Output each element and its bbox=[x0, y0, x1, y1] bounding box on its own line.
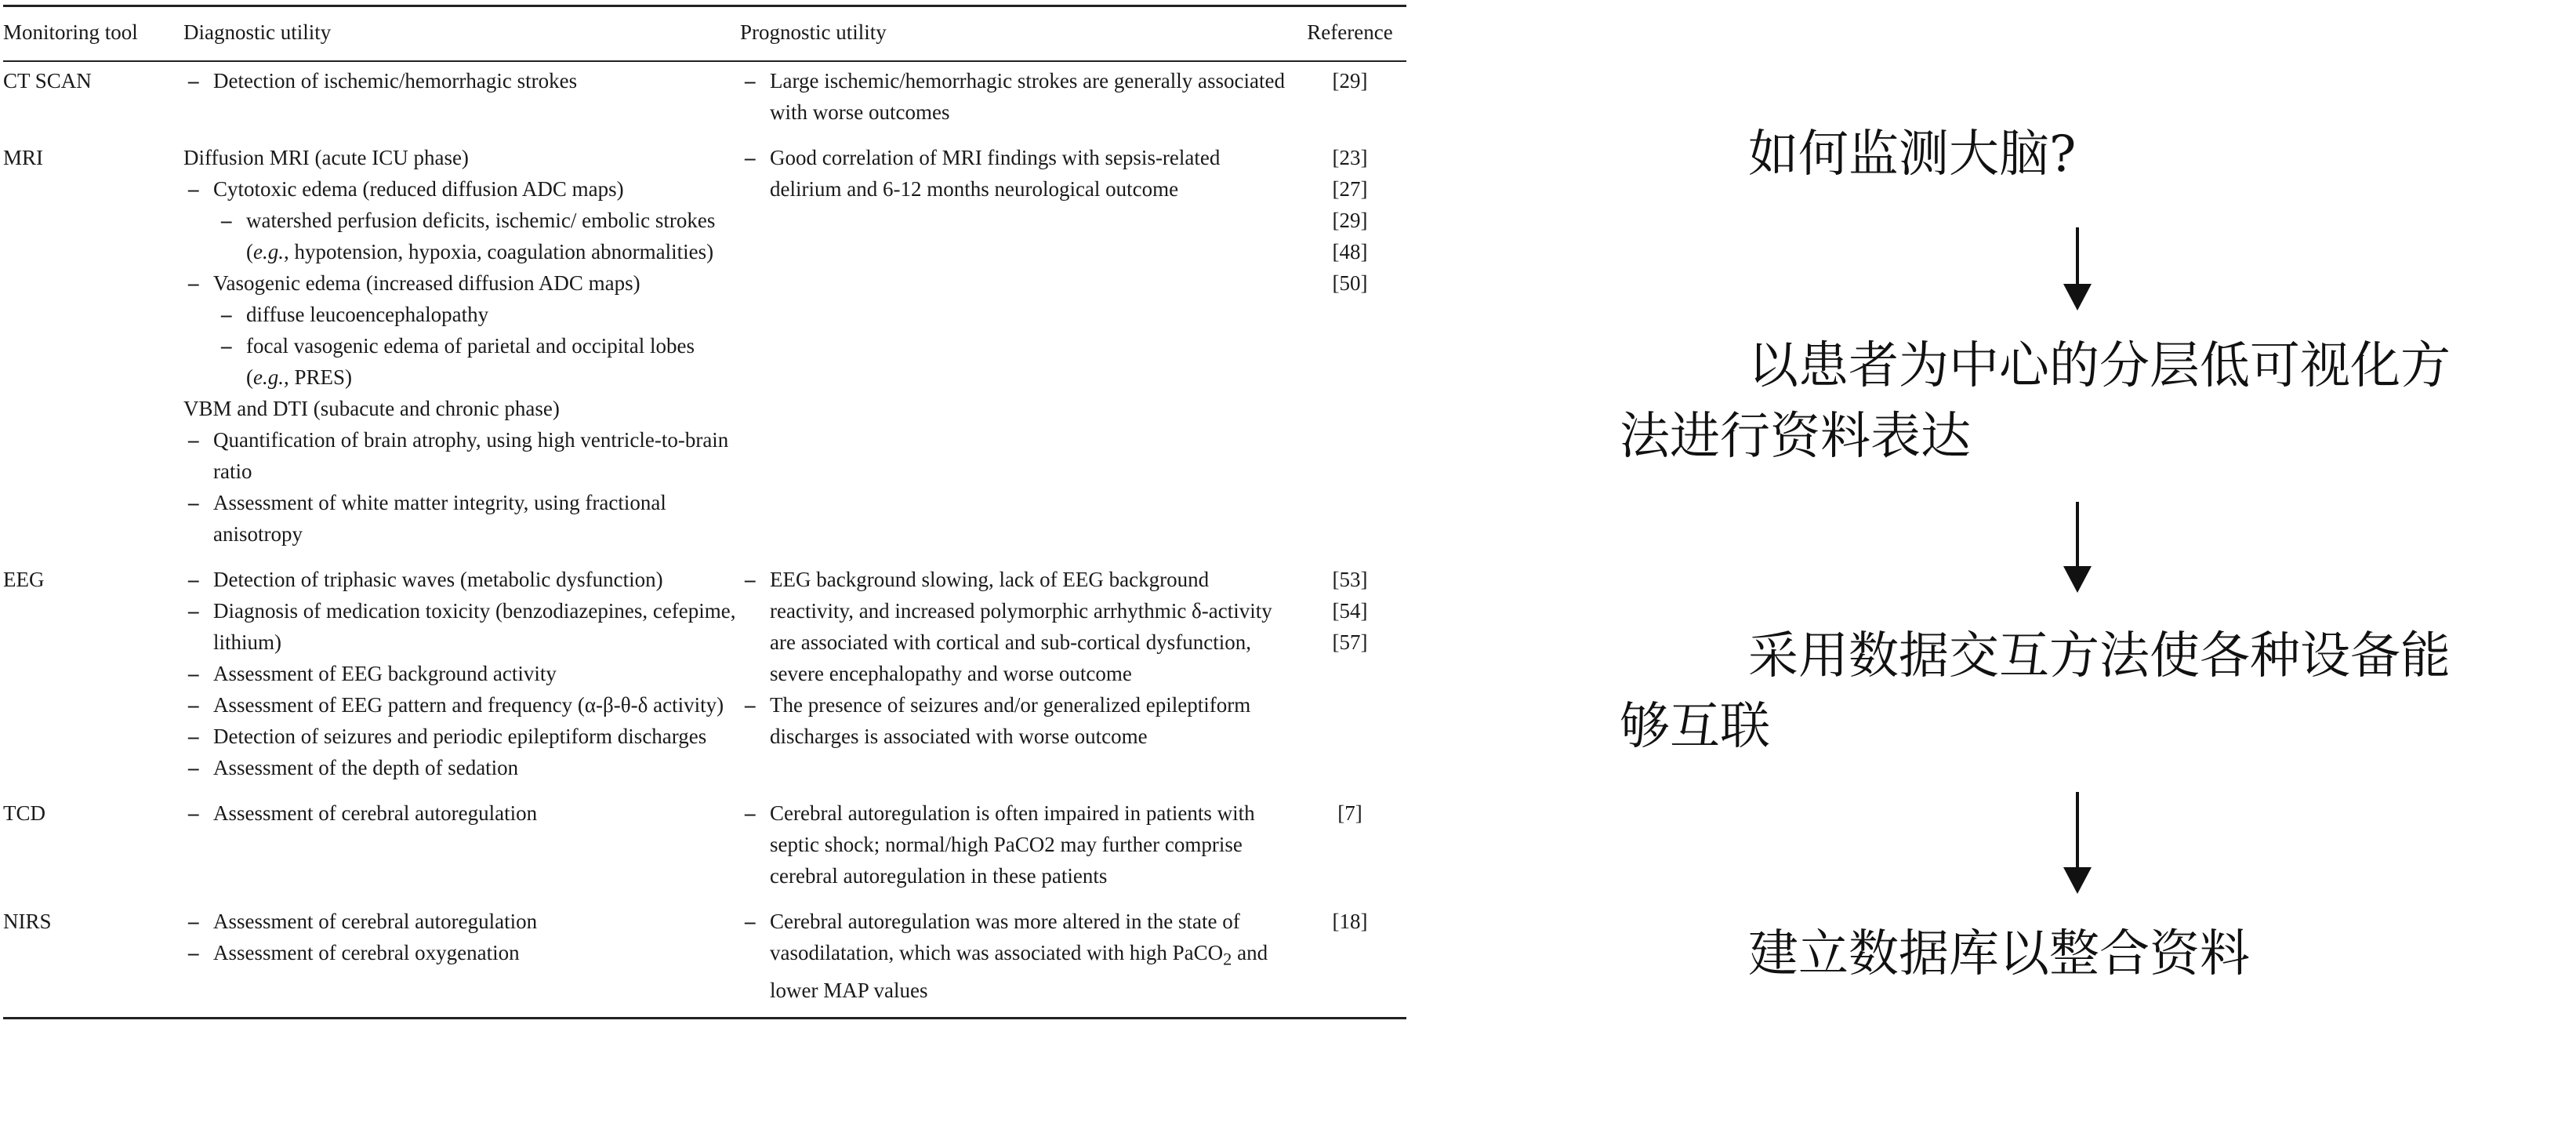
table-row-nirs bbox=[3, 902, 1406, 1017]
reference: [27] bbox=[1332, 177, 1368, 201]
flowchart bbox=[1615, 0, 2576, 1144]
tool-cell: TCD bbox=[3, 801, 45, 825]
reference-cell bbox=[1293, 902, 1406, 1017]
list-item: – Diagnosis of medication toxicity (benzodiazepines, cefepime, lithium) bbox=[183, 595, 740, 658]
list-item: – Assessment of the depth of sedation bbox=[183, 752, 740, 783]
tool-cell: CT SCAN bbox=[3, 69, 92, 93]
subheading: Diffusion MRI (acute ICU phase) bbox=[183, 146, 469, 169]
prognostic-cell bbox=[740, 139, 1293, 561]
list-item: – Assessment of EEG background activity bbox=[183, 658, 740, 689]
reference-cell bbox=[1293, 139, 1406, 561]
reference-cell bbox=[1293, 62, 1406, 139]
reference: [23] bbox=[1332, 146, 1368, 169]
down-arrow-icon bbox=[2062, 227, 2093, 312]
list-item: – Detection of seizures and periodic epileptiform discharges bbox=[183, 721, 740, 752]
list-item: – Vasogenic edema (increased diffusion ADC maps) bbox=[183, 267, 740, 299]
reference: [18] bbox=[1332, 910, 1368, 933]
down-arrow-icon bbox=[2062, 502, 2093, 594]
list-item: – Detection of ischemic/hemorrhagic strokes bbox=[183, 65, 740, 96]
reference: [29] bbox=[1332, 209, 1368, 232]
subheading: VBM and DTI (subacute and chronic phase) bbox=[183, 397, 560, 420]
flow-step-build-database: 建立数据库以整合资料 bbox=[1748, 925, 2250, 983]
reference: [57] bbox=[1332, 630, 1368, 654]
flow-step-monitor-brain: 如何监测大脑? bbox=[1748, 125, 2077, 183]
table-row-mri bbox=[3, 139, 1406, 561]
reference: [50] bbox=[1332, 271, 1368, 295]
table-row-ct-scan bbox=[3, 62, 1406, 139]
diagnostic-cell bbox=[183, 62, 740, 139]
list-item: – Large ischemic/hemorrhagic strokes are generally associated with worse outcomes bbox=[740, 65, 1293, 128]
diagnostic-cell bbox=[183, 902, 740, 1017]
down-arrow-icon bbox=[2062, 792, 2093, 895]
reference-cell bbox=[1293, 794, 1406, 902]
table-bottom-rule bbox=[3, 1017, 1406, 1019]
prognostic-cell bbox=[740, 62, 1293, 139]
list-item: – Assessment of white matter integrity, using fractional anisotropy bbox=[183, 487, 740, 550]
reference-cell bbox=[1293, 561, 1406, 794]
list-item: – Cerebral autoregulation was more altered in the state of vasodilatation, which was associated with high PaCO$_2$ and lower MAP values bbox=[740, 906, 1293, 1006]
list-item: – Good correlation of MRI findings with sepsis-related delirium and 6-12 months neurological outcome bbox=[740, 142, 1293, 205]
list-item: – EEG background slowing, lack of EEG background reactivity, and increased polymorphic arrhythmic δ-activity are associated with cortical and sub-cortical dysfunction, severe encephalopathy and worse outcome bbox=[740, 564, 1293, 689]
diagnostic-cell bbox=[183, 794, 740, 902]
tool-cell: MRI bbox=[3, 146, 44, 169]
list-item: – Detection of triphasic waves (metabolic dysfunction) bbox=[183, 564, 740, 595]
list-item: – Cytotoxic edema (reduced diffusion ADC maps) bbox=[183, 173, 740, 205]
sub-list-item: – focal vasogenic edema of parietal and occipital lobes (e.g., PRES) bbox=[183, 330, 740, 393]
header-diagnostic-utility: Diagnostic utility bbox=[183, 20, 332, 44]
flow-step-data-interaction-line2: 够互联 bbox=[1620, 698, 1770, 756]
prognostic-cell bbox=[740, 561, 1293, 794]
tool-cell: EEG bbox=[3, 568, 45, 591]
reference: [53] bbox=[1332, 568, 1368, 591]
list-item: – Assessment of cerebral oxygenation bbox=[183, 937, 740, 968]
reference: [54] bbox=[1332, 599, 1368, 623]
table-row-tcd bbox=[3, 794, 1406, 902]
header-monitoring-tool: Monitoring tool bbox=[3, 20, 138, 44]
prognostic-cell bbox=[740, 794, 1293, 902]
list-item: – Assessment of cerebral autoregulation bbox=[183, 797, 740, 829]
reference: [7] bbox=[1337, 801, 1362, 825]
header-prognostic-utility: Prognostic utility bbox=[740, 20, 887, 44]
table-row-eeg bbox=[3, 561, 1406, 794]
list-item: – Assessment of cerebral autoregulation bbox=[183, 906, 740, 937]
reference: [48] bbox=[1332, 240, 1368, 263]
diagnostic-cell bbox=[183, 139, 740, 561]
table-header-row bbox=[3, 7, 1406, 60]
flow-step-patient-centered-line2: 法进行资料表达 bbox=[1620, 408, 1971, 466]
flow-step-data-interaction-line1: 采用数据交互方法使各种设备能 bbox=[1748, 627, 2451, 685]
list-item: – Quantification of brain atrophy, using high ventricle-to-brain ratio bbox=[183, 424, 740, 487]
list-item: – The presence of seizures and/or generalized epileptiform discharges is associated with worse outcome bbox=[740, 689, 1293, 752]
prognostic-cell bbox=[740, 902, 1293, 1017]
diagnostic-cell bbox=[183, 561, 740, 794]
flow-step-patient-centered-line1: 以患者为中心的分层低可视化方 bbox=[1748, 337, 2451, 395]
sub-list-item: – diffuse leucoencephalopathy bbox=[183, 299, 740, 330]
list-item: – Cerebral autoregulation is often impaired in patients with septic shock; normal/high PaCO2 may further comprise cerebral autoregulation in these patients bbox=[740, 797, 1293, 892]
header-reference: Reference bbox=[1307, 20, 1393, 44]
tool-cell: NIRS bbox=[3, 910, 52, 933]
sub-list-item: – watershed perfusion deficits, ischemic/ embolic strokes (e.g., hypotension, hypoxia, coagulation abnormalities) bbox=[183, 205, 740, 267]
sepsis-brain-monitoring-table bbox=[3, 5, 1406, 1019]
reference: [29] bbox=[1332, 69, 1368, 93]
list-item: – Assessment of EEG pattern and frequency (α-β-θ-δ activity) bbox=[183, 689, 740, 721]
